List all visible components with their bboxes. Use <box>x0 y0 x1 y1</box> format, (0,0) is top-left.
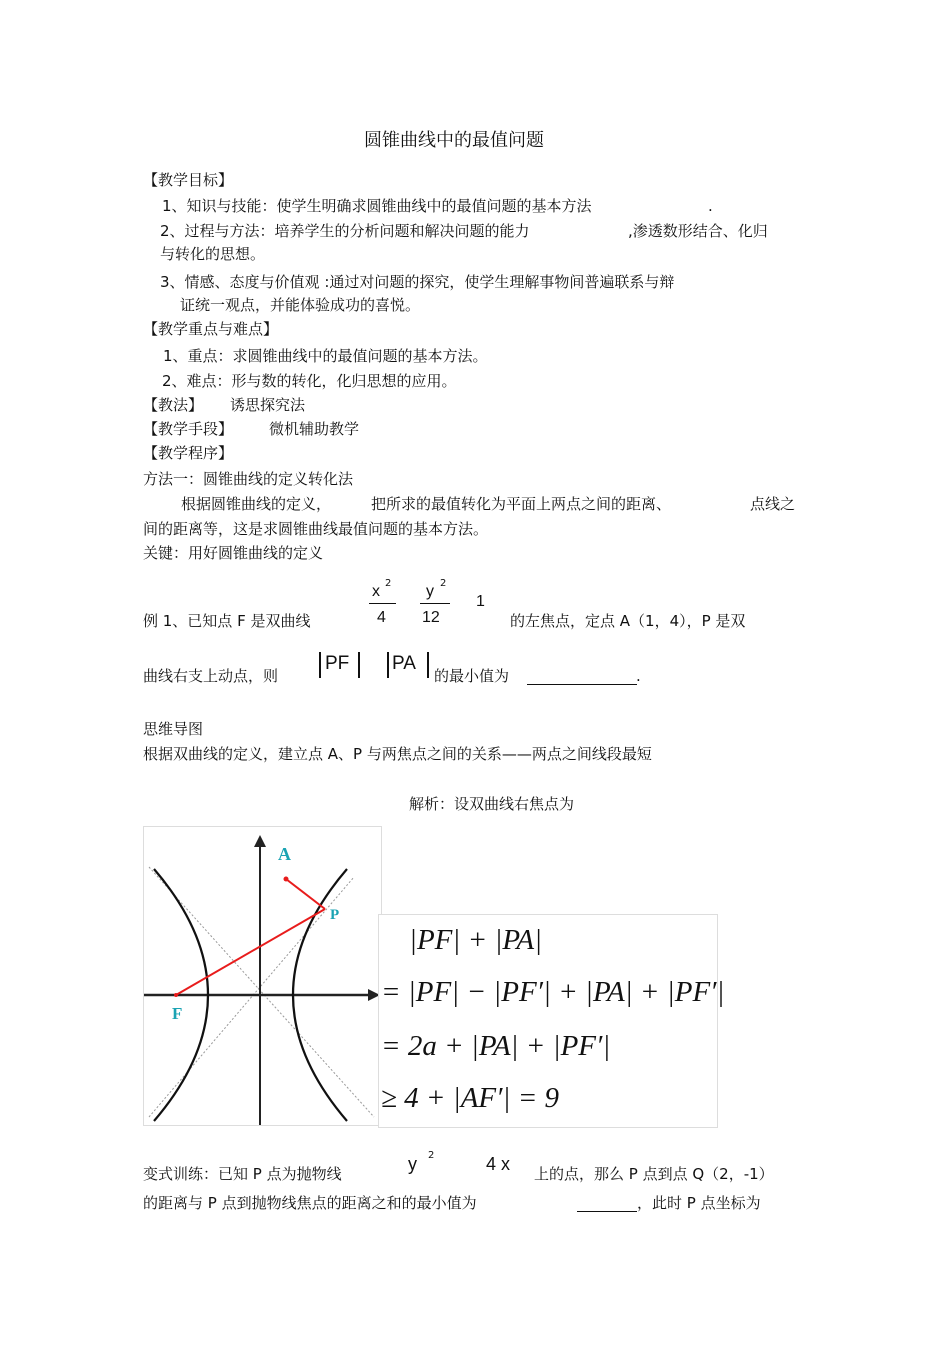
derivation-line-1: |PF| + |PA| <box>409 924 543 956</box>
variant-eq-rhs: 4 x <box>486 1154 511 1174</box>
method1-para-c: 点线之 <box>750 495 796 513</box>
variant-line2-b: ，此时 P 点坐标为 <box>637 1194 761 1212</box>
mindmap-text: 根据双曲线的定义，建立点 A、P 与两焦点之间的关系——两点之间线段最短 <box>143 745 652 763</box>
analysis-text: 解析：设双曲线右焦点为 <box>409 795 575 813</box>
variant-eq-y: y <box>408 1154 417 1174</box>
example1-line2-suffix: 的最小值为 <box>434 667 510 685</box>
keypoint-1: 1、重点：求圆锥曲线中的最值问题的基本方法。 <box>163 347 488 365</box>
derivation-box <box>378 914 725 1128</box>
objective-1: 1、知识与技能：使学生明确求圆锥曲线中的最值问题的基本方法 <box>162 197 592 215</box>
objective-2-line2: 与转化的思想。 <box>160 245 266 263</box>
means-label: 【教学手段】 <box>143 420 234 438</box>
method1-title: 方法一：圆锥曲线的定义转化法 <box>143 470 354 488</box>
eq-rhs: 1 <box>476 593 485 610</box>
method1-para-b: 把所求的最值转化为平面上两点之间的距离、 <box>371 495 672 513</box>
abs-bar <box>427 652 429 678</box>
objective-2-cont: ,渗透数形结合、化归 <box>628 222 768 240</box>
method1-para-a: 根据圆锥曲线的定义， <box>181 495 332 513</box>
method-value: 诱思探究法 <box>230 396 306 414</box>
eq-den-2: 12 <box>422 609 440 626</box>
point-A <box>284 877 289 882</box>
eq-y: y <box>426 583 434 600</box>
objective-2: 2、过程与方法：培养学生的分析问题和解决问题的能力 <box>160 222 530 240</box>
objective-3: 3、情感、态度与价值观 :通过对问题的探究，使学生理解事物间普遍联系与辩 <box>160 273 675 291</box>
eq-den-1: 4 <box>377 609 386 626</box>
label-P: P <box>330 907 340 923</box>
point-F <box>174 993 178 997</box>
variant-suffix: 上的点，那么 P 点到点 Q（2，-1） <box>534 1165 774 1183</box>
eq-x: x <box>372 583 380 600</box>
eq-fraction-bar-2 <box>420 603 450 604</box>
keypoints-heading: 【教学重点与难点】 <box>143 320 279 338</box>
method1-key: 关键：用好圆锥曲线的定义 <box>143 544 324 562</box>
page-title: 圆锥曲线中的最值问题 <box>364 130 544 151</box>
abs-pa-text: PA <box>392 653 416 674</box>
variant-prefix: 变式训练：已知 P 点为抛物线 <box>143 1165 342 1183</box>
segment-AP <box>286 879 325 909</box>
eq-y-exp: 2 <box>440 578 447 589</box>
y-axis-arrow-icon <box>254 835 266 847</box>
variant-eq-exp: 2 <box>428 1150 435 1161</box>
asymptote-2 <box>149 877 354 1117</box>
eq-fraction-bar-1 <box>369 603 396 604</box>
label-F: F <box>172 1004 183 1023</box>
abs-bar <box>358 652 360 678</box>
eq-x-exp: 2 <box>385 578 392 589</box>
objectives-heading: 【教学目标】 <box>143 171 234 189</box>
method-label: 【教法】 <box>143 396 204 414</box>
objective-3-line2: 证统一观点，并能体验成功的喜悦。 <box>180 296 421 314</box>
abs-pf-text: PF <box>325 653 350 674</box>
objective-1-end: . <box>708 197 713 215</box>
procedure-heading: 【教学程序】 <box>143 444 234 462</box>
derivation-line-3: = 2a + |PA| + |PF′| <box>381 1030 611 1062</box>
answer-blank[interactable] <box>527 670 637 685</box>
derivation-line-4: ≥ 4 + |AF′| = 9 <box>381 1082 560 1114</box>
variant-answer-blank[interactable] <box>577 1197 637 1212</box>
derivation-line-2: = |PF| − |PF′| + |PA| + |PF′| <box>381 976 725 1008</box>
abs-bar <box>319 652 321 678</box>
mindmap-heading: 思维导图 <box>143 720 204 738</box>
example1-line2-end: . <box>636 667 641 685</box>
method1-para-line2: 间的距离等，这是求圆锥曲线最值问题的基本方法。 <box>143 520 489 538</box>
keypoint-2: 2、难点：形与数的转化，化归思想的应用。 <box>162 372 457 390</box>
example1-suffix: 的左焦点，定点 A（1，4），P 是双 <box>510 612 746 630</box>
hyperbola-figure <box>143 826 382 1126</box>
example1-line2-prefix: 曲线右支上动点，则 <box>143 667 279 685</box>
means-value: 微机辅助教学 <box>269 420 360 438</box>
abs-bar <box>387 652 389 678</box>
hyperbola-graph <box>144 827 381 1125</box>
label-A: A <box>278 844 291 864</box>
example1-prefix: 例 1、已知点 F 是双曲线 <box>143 612 311 630</box>
variant-line2-a: 的距离与 P 点到抛物线焦点的距离之和的最小值为 <box>143 1194 477 1212</box>
